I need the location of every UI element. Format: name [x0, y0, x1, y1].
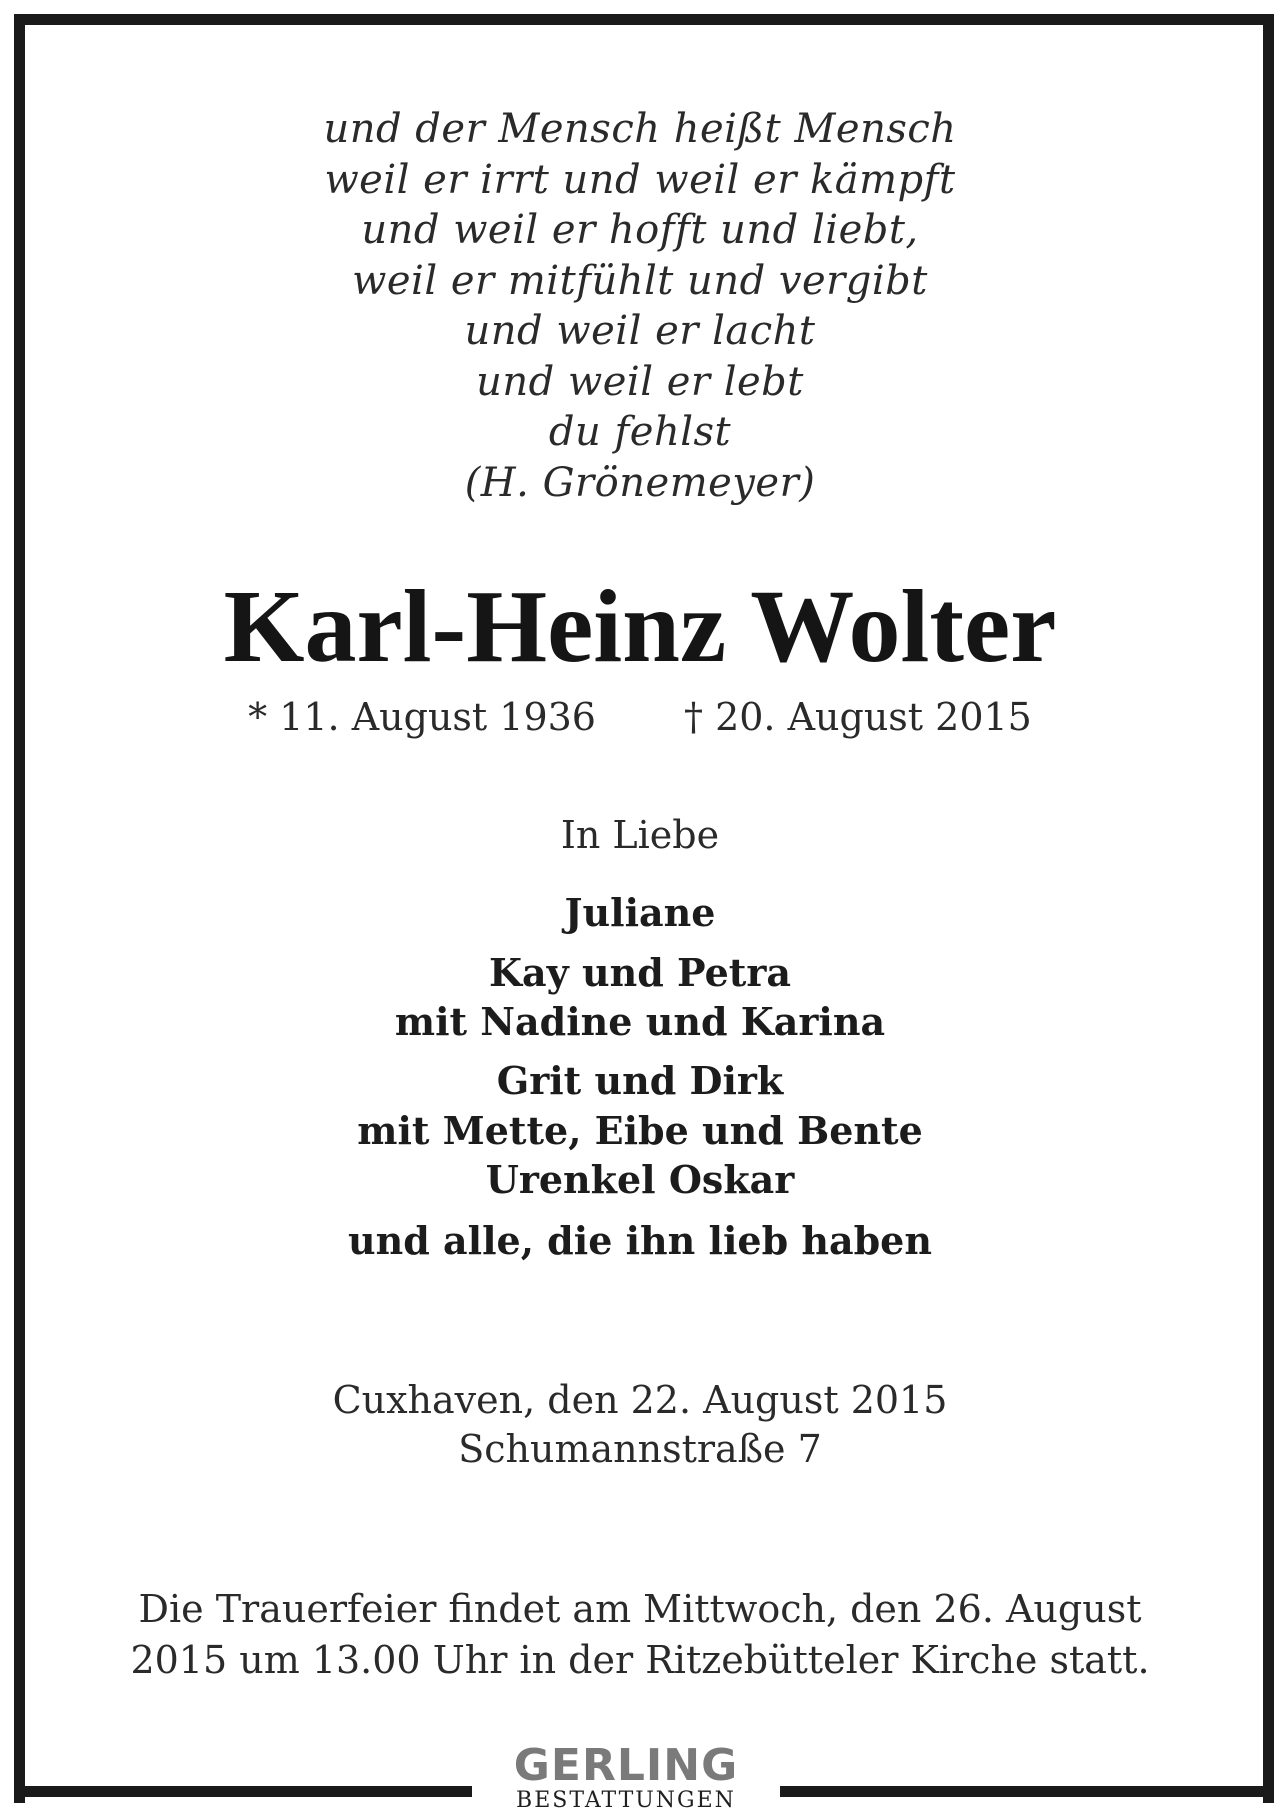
family-member: Juliane	[564, 890, 716, 935]
poem-line: und weil er hofft und liebt,	[361, 207, 919, 253]
family-member: mit Nadine und Karina	[394, 999, 886, 1044]
funeral-home-logo	[472, 1740, 780, 1814]
deceased-name: Karl-Heinz Wolter	[223, 569, 1057, 684]
death-date: † 20. August 2015	[684, 695, 1032, 739]
family-member: Kay und Petra	[489, 950, 791, 995]
city-date: Cuxhaven, den 22. August 2015	[332, 1378, 948, 1422]
bottom-border-right	[780, 1786, 1266, 1797]
funeral-info	[0, 1584, 1280, 1686]
funeral-line: Die Trauerfeier findet am Mittwoch, den 26. August	[138, 1587, 1142, 1631]
poem-attribution: (H. Grönemeyer)	[464, 459, 816, 506]
poem-line: weil er irrt und weil er kämpft	[324, 156, 956, 203]
logo-name: GERLING	[513, 1740, 739, 1791]
poem-line: und weil er lacht	[464, 308, 816, 354]
logo-subtitle: BESTATTUNGEN	[516, 1788, 736, 1813]
poem-line: und der Mensch heißt Mensch	[323, 106, 957, 152]
place-and-address	[0, 1376, 1280, 1474]
family-closing: und alle, die ihn lieb haben	[348, 1218, 932, 1263]
funeral-line: 2015 um 13.00 Uhr in der Ritzebütteler Kirche statt.	[130, 1638, 1150, 1682]
poem	[0, 104, 1280, 508]
poem-line: du fehlst	[548, 409, 732, 455]
street-address: Schumannstraße 7	[458, 1427, 822, 1471]
poem-line: weil er mitfühlt und vergibt	[352, 257, 928, 304]
family-member: mit Mette, Eibe und Bente	[357, 1108, 923, 1153]
poem-line: und weil er lebt	[476, 358, 804, 405]
family-member: Grit und Dirk	[496, 1058, 784, 1103]
birth-date: * 11. August 1936	[248, 695, 596, 739]
life-dates	[0, 694, 1280, 740]
family-member: Urenkel Oskar	[485, 1157, 795, 1202]
in-love-label: In Liebe	[560, 813, 720, 857]
bottom-border-left	[14, 1786, 472, 1797]
